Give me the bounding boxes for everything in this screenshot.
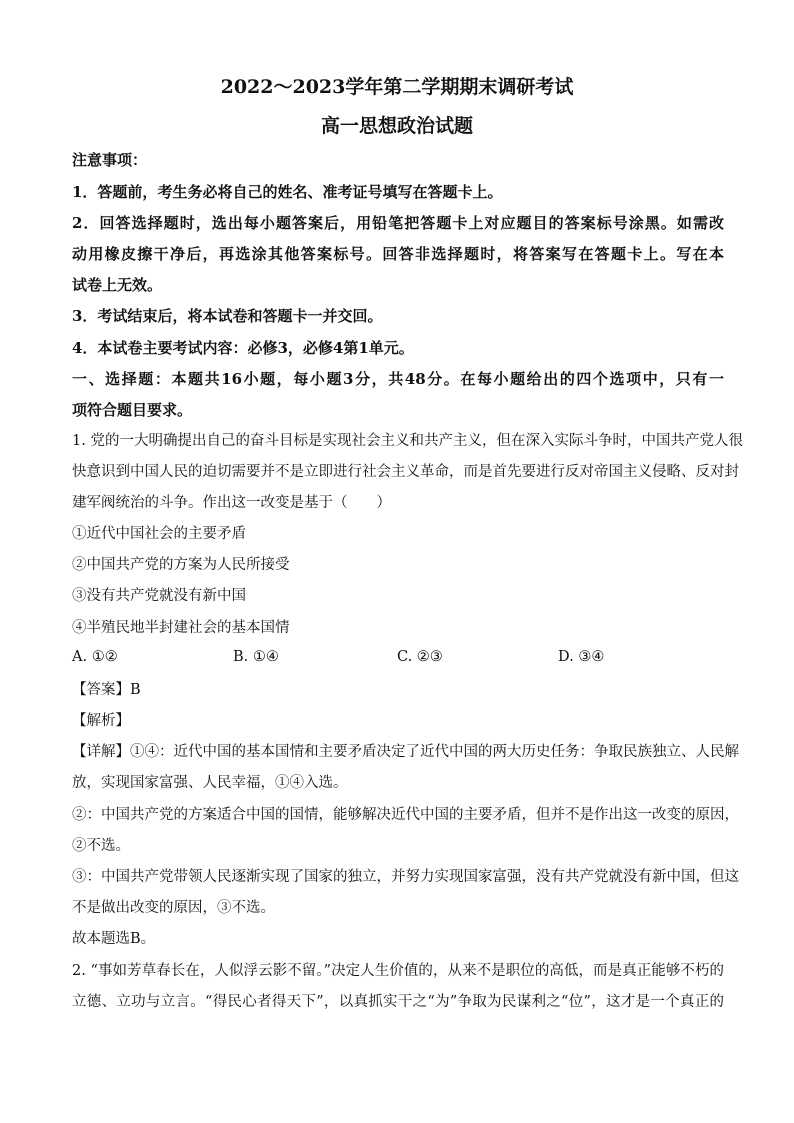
q1-statement-4: ④半殖民地半封建社会的基本国情 (72, 620, 290, 636)
q1-stem-line-2: 快意识到中国人民的迫切需要并不是立即进行社会主义革命，而是首先要进行反对帝国主义侵略、反对封 (72, 464, 739, 480)
q1-answer: 【答案】B (72, 682, 141, 698)
q1-options (72, 649, 724, 669)
q1-detail-line-2: 放，实现国家富强、人民幸福，①④入选。 (72, 775, 348, 791)
exam-title: 2022～2023学年第二学期期末调研考试 (220, 76, 574, 98)
q1-option-a: A. ①② (72, 649, 118, 665)
q1-detail-line-4: ②不选。 (72, 838, 130, 854)
notice-heading: 注意事项： (72, 151, 148, 169)
q1-statement-3: ③没有共产党就没有新中国 (72, 588, 246, 604)
q1-detail-line-6: 不是做出改变的原因，③不选。 (72, 900, 275, 916)
notice-item-2-line-2: 动用橡皮擦干净后，再选涂其他答案标号。回答非选择题时，将答案写在答题卡上。写在本 (72, 245, 724, 263)
q1-analysis-heading: 【解析】 (72, 713, 130, 729)
notice-item-3: 3．考试结束后，将本试卷和答题卡一并交回。 (72, 307, 383, 325)
q1-detail-line-5: ③：中国共产党带领人民逐渐实现了国家的独立，并努力实现国家富强，没有共产党就没有新中国，但这 (72, 869, 739, 885)
q1-statement-1: ①近代中国社会的主要矛盾 (72, 526, 246, 542)
q2-stem-line-1: 2. “事如芳草春长在，人似浮云影不留。”决定人生价值的，从来不是职位的高低，而是真正能够不朽的 (72, 963, 724, 979)
notice-item-1: 1．答题前，考生务必将自己的姓名、准考证号填写在答题卡上。 (72, 183, 503, 201)
q1-option-c: C. ②③ (397, 649, 443, 665)
section-heading-line-2: 项符合题目要求。 (72, 401, 193, 419)
q1-statement-2: ②中国共产党的方案为人民所接受 (72, 557, 290, 573)
q1-stem-line-1: 1. 党的一大明确提出自己的奋斗目标是实现社会主义和共产主义，但在深入实际斗争时，中国共产党人很 (72, 433, 743, 449)
notice-item-4: 4．本试卷主要考试内容：必修3，必修4第1单元。 (72, 339, 414, 357)
notice-item-2-line-3: 试卷上无效。 (72, 276, 163, 294)
q1-stem-line-3: 建军阀统治的斗争。作出这一改变是基于（ ） (72, 495, 391, 511)
q1-detail-line-1: 【详解】①④：近代中国的基本国情和主要矛盾决定了近代中国的两大历史任务：争取民族独立、人民解 (72, 744, 739, 760)
q1-detail-line-3: ②：中国共产党的方案适合中国的国情，能够解决近代中国的主要矛盾，但并不是作出这一改变的原因， (72, 807, 739, 823)
q2-stem-line-2: 立德、立功与立言。“得民心者得天下”，以真抓实干之“为”争取为民谋利之“位”，这才是一个真正的 (72, 994, 724, 1010)
q1-option-b: B. ①④ (233, 649, 279, 665)
q1-conclusion: 故本题选B。 (72, 931, 156, 947)
section-heading-line-1: 一、选择题：本题共16小题，每小题3分，共48分。在每小题给出的四个选项中，只有一 (72, 370, 724, 388)
exam-subtitle: 高一思想政治试题 (320, 115, 473, 137)
notice-item-2-line-1: 2．回答选择题时，选出每小题答案后，用铅笔把答题卡上对应题目的答案标号涂黑。如需改 (72, 214, 724, 232)
q1-option-d: D. ③④ (558, 649, 605, 665)
